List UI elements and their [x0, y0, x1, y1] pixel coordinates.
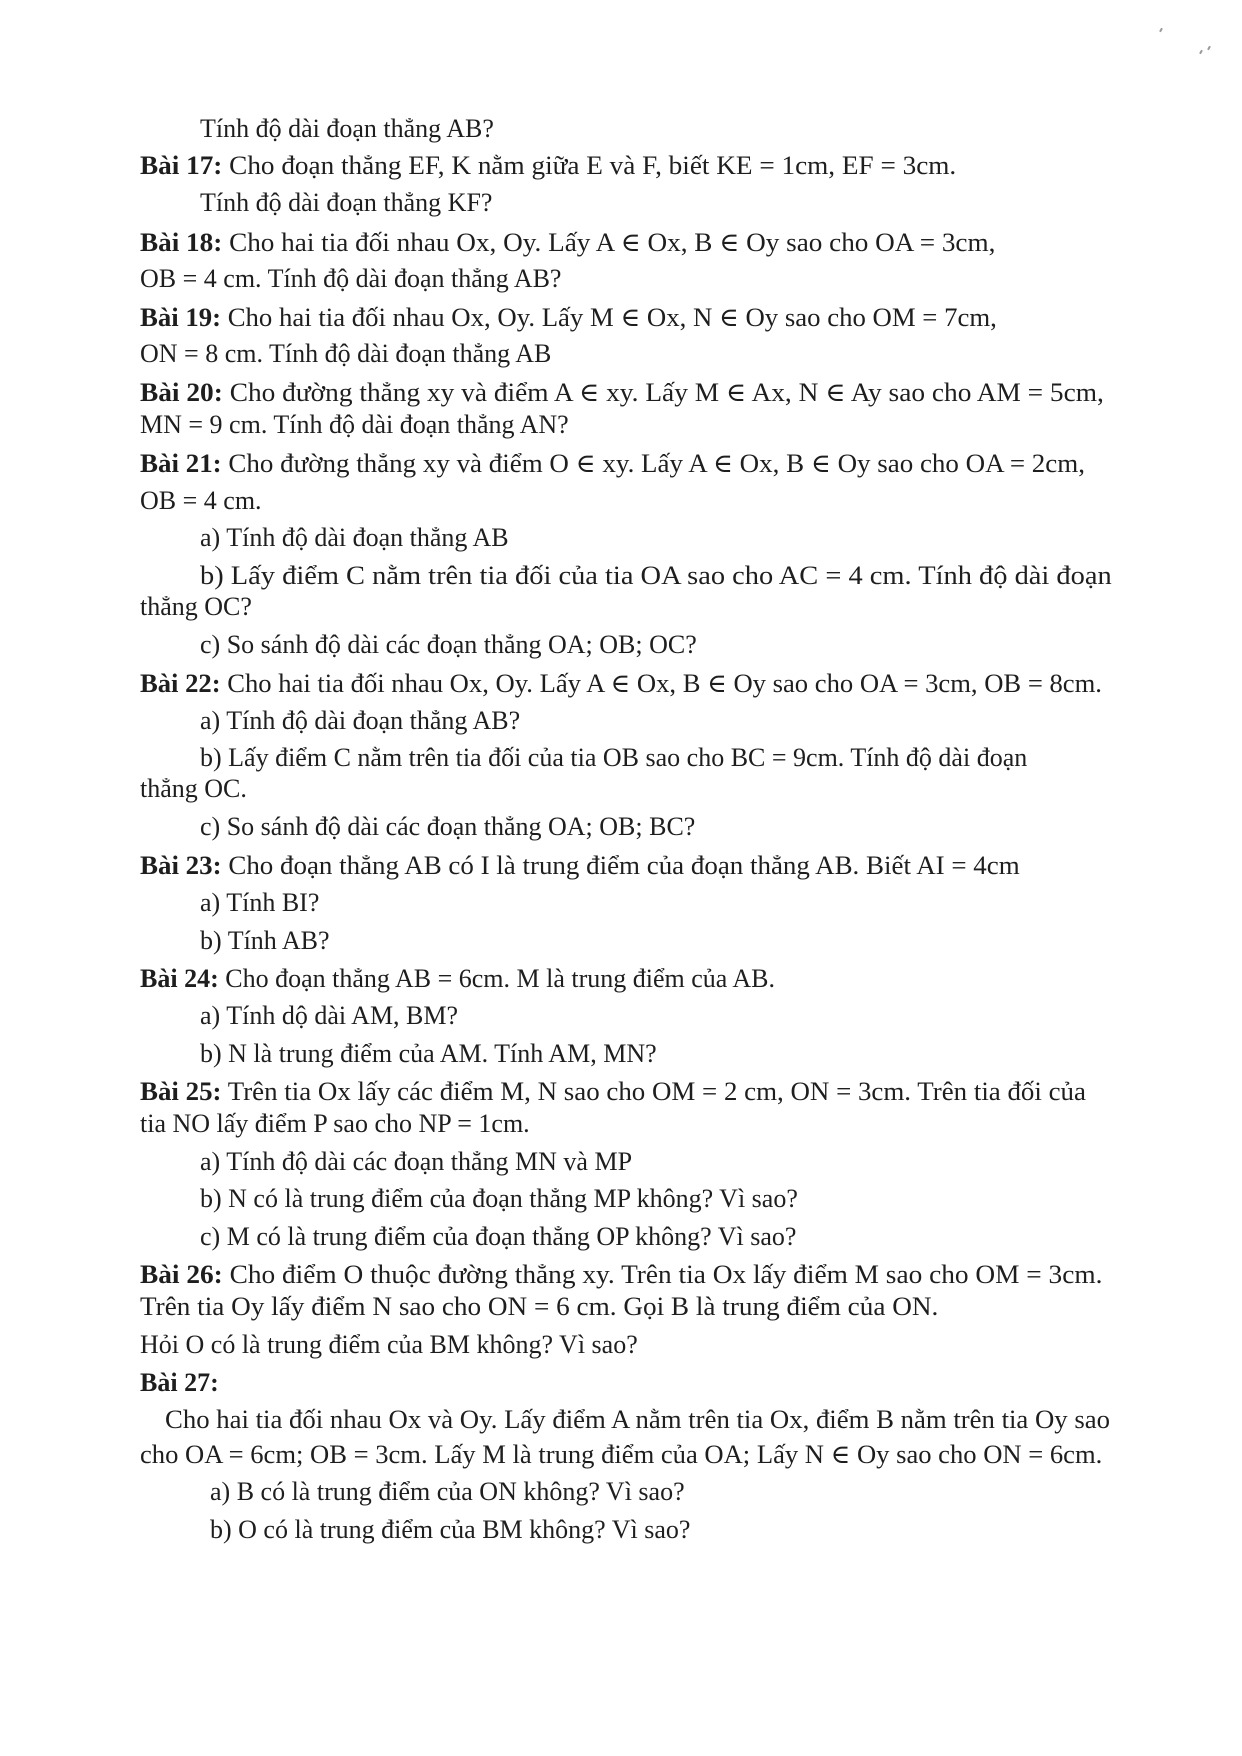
exercise-heading-line — [140, 964, 775, 994]
line-text: a) Tính BI? — [200, 888, 320, 917]
line-text: Cho hai tia đối nhau Ox, Oy. Lấy M ∈ Ox, N ∈ Oy sao cho OM = 7cm, — [221, 303, 997, 332]
text-line — [200, 926, 330, 956]
scan-speck — [1207, 46, 1211, 50]
line-text: Cho hai tia đối nhau Ox, Oy. Lấy A ∈ Ox, B ∈ Oy sao cho OA = 3cm, — [222, 228, 996, 257]
exercise-heading-line — [140, 151, 956, 181]
line-text: thẳng OC? — [140, 592, 252, 621]
line-text: OB = 4 cm. Tính độ dài đoạn thẳng AB? — [140, 264, 562, 293]
line-text: Cho hai tia đối nhau Ox và Oy. Lấy điểm A nằm trên tia Ox, điểm B nằm trên tia Oy sao — [165, 1405, 1110, 1434]
line-text: Cho hai tia đối nhau Ox, Oy. Lấy A ∈ Ox, B ∈ Oy sao cho OA = 3cm, OB = 8cm. — [220, 669, 1102, 698]
text-line — [200, 114, 494, 144]
line-text: tia NO lấy điểm P sao cho NP = 1cm. — [140, 1109, 530, 1138]
text-line — [200, 188, 492, 218]
line-text: c) So sánh độ dài các đoạn thẳng OA; OB; BC? — [200, 812, 696, 841]
text-line — [140, 410, 569, 440]
exercise-label: Bài 20: — [140, 378, 223, 407]
text-line — [140, 264, 561, 294]
line-text: Cho đường thẳng xy và điểm A ∈ xy. Lấy M ∈ Ax, N ∈ Ay sao cho AM = 5cm, — [222, 378, 1104, 407]
exercise-heading-line — [140, 669, 1102, 699]
line-text: Cho đoạn thẳng AB = 6cm. M là trung điểm của AB. — [218, 964, 776, 993]
text-line — [200, 1001, 458, 1031]
text-line — [140, 774, 247, 804]
line-text: Tính độ dài đoạn thẳng AB? — [200, 114, 494, 143]
exercise-label: Bài 21: — [140, 449, 222, 478]
exercise-heading-line — [140, 1260, 1102, 1290]
line-text: a) Tính độ dài các đoạn thẳng MN và MP — [200, 1147, 633, 1176]
scan-speck — [1159, 28, 1163, 32]
line-text: Hỏi O có là trung điểm của BM không? Vì sao? — [140, 1330, 638, 1359]
line-text: a) Tính dộ dài AM, BM? — [200, 1001, 459, 1030]
scan-speck — [1199, 50, 1203, 54]
text-line — [200, 743, 1027, 773]
line-text: c) M có là trung điểm của đoạn thẳng OP không? Vì sao? — [200, 1222, 797, 1251]
exercise-heading-line — [140, 228, 995, 258]
text-line — [200, 523, 509, 553]
exercise-heading-line — [140, 303, 997, 333]
text-line — [200, 630, 697, 660]
line-text: b) Tính AB? — [200, 926, 330, 955]
exercise-label: Bài 19: — [140, 303, 222, 332]
line-text: MN = 9 cm. Tính độ dài đoạn thẳng AN? — [140, 410, 569, 439]
text-line — [200, 1147, 632, 1177]
text-line — [140, 1440, 1102, 1470]
line-text: cho OA = 6cm; OB = 3cm. Lấy M là trung điểm của OA; Lấy N ∈ Oy sao cho ON = 6cm. — [140, 1440, 1103, 1469]
text-line — [200, 1222, 796, 1252]
line-text: c) So sánh độ dài các đoạn thẳng OA; OB; OC? — [200, 630, 697, 659]
exercise-heading-line — [140, 1368, 219, 1398]
exercise-label: Bài 24: — [140, 964, 219, 993]
line-text: Trên tia Oy lấy điểm N sao cho ON = 6 cm. Gọi B là trung điểm của ON. — [140, 1292, 939, 1321]
text-line — [200, 812, 695, 842]
line-text: b) Lấy điểm C nằm trên tia đối của tia OB sao cho BC = 9cm. Tính độ dài đoạn — [200, 743, 1028, 772]
text-line — [210, 1515, 690, 1545]
text-line — [200, 706, 520, 736]
line-text: b) N là trung điểm của AM. Tính AM, MN? — [200, 1039, 657, 1068]
text-line — [140, 592, 252, 622]
text-line — [140, 339, 551, 369]
line-text: b) O có là trung điểm của BM không? Vì sao? — [210, 1515, 691, 1544]
exercise-label: Bài 27: — [140, 1368, 219, 1397]
line-text: Cho đoạn thẳng AB có I là trung điểm của đoạn thẳng AB. Biết AI = 4cm — [221, 851, 1020, 880]
exercise-label: Bài 18: — [140, 228, 223, 257]
line-text: a) B có là trung điểm của ON không? Vì sao? — [210, 1477, 685, 1506]
text-line — [200, 1039, 657, 1069]
text-line — [200, 1184, 798, 1214]
line-text: OB = 4 cm. — [140, 486, 262, 515]
text-line — [140, 1109, 530, 1139]
exercise-label: Bài 26: — [140, 1260, 223, 1289]
text-line — [210, 1477, 685, 1507]
line-text: Cho đoạn thẳng EF, K nằm giữa E và F, biết KE = 1cm, EF = 3cm. — [222, 151, 957, 180]
exercise-heading-line — [140, 851, 1020, 881]
text-line — [200, 561, 1112, 591]
text-line — [140, 486, 262, 516]
exercise-label: Bài 17: — [140, 151, 223, 180]
exercise-heading-line — [140, 378, 1104, 408]
exercise-label: Bài 22: — [140, 669, 221, 698]
line-text: b) Lấy điểm C nằm trên tia đối của tia OA sao cho AC = 4 cm. Tính độ dài đoạn — [200, 561, 1112, 590]
text-line — [140, 1292, 938, 1322]
line-text: ON = 8 cm. Tính độ dài đoạn thẳng AB — [140, 339, 552, 368]
exercise-heading-line — [140, 1077, 1086, 1107]
line-text: Tính độ dài đoạn thẳng KF? — [200, 188, 493, 217]
text-line — [140, 1330, 638, 1360]
line-text: a) Tính độ dài đoạn thẳng AB? — [200, 706, 521, 735]
line-text: b) N có là trung điểm của đoạn thẳng MP không? Vì sao? — [200, 1184, 798, 1213]
line-text: a) Tính độ dài đoạn thẳng AB — [200, 523, 509, 552]
exercise-label: Bài 23: — [140, 851, 222, 880]
text-line — [200, 888, 319, 918]
exercise-label: Bài 25: — [140, 1077, 222, 1106]
line-text: Cho điểm O thuộc đường thẳng xy. Trên tia Ox lấy điểm M sao cho OM = 3cm. — [222, 1260, 1103, 1289]
line-text: Trên tia Ox lấy các điểm M, N sao cho OM = 2 cm, ON = 3cm. Trên tia đối của — [221, 1077, 1086, 1106]
text-line — [165, 1405, 1110, 1435]
line-text: Cho đường thẳng xy và điểm O ∈ xy. Lấy A ∈ Ox, B ∈ Oy sao cho OA = 2cm, — [221, 449, 1085, 478]
exercise-heading-line — [140, 449, 1085, 479]
line-text: thẳng OC. — [140, 774, 247, 803]
